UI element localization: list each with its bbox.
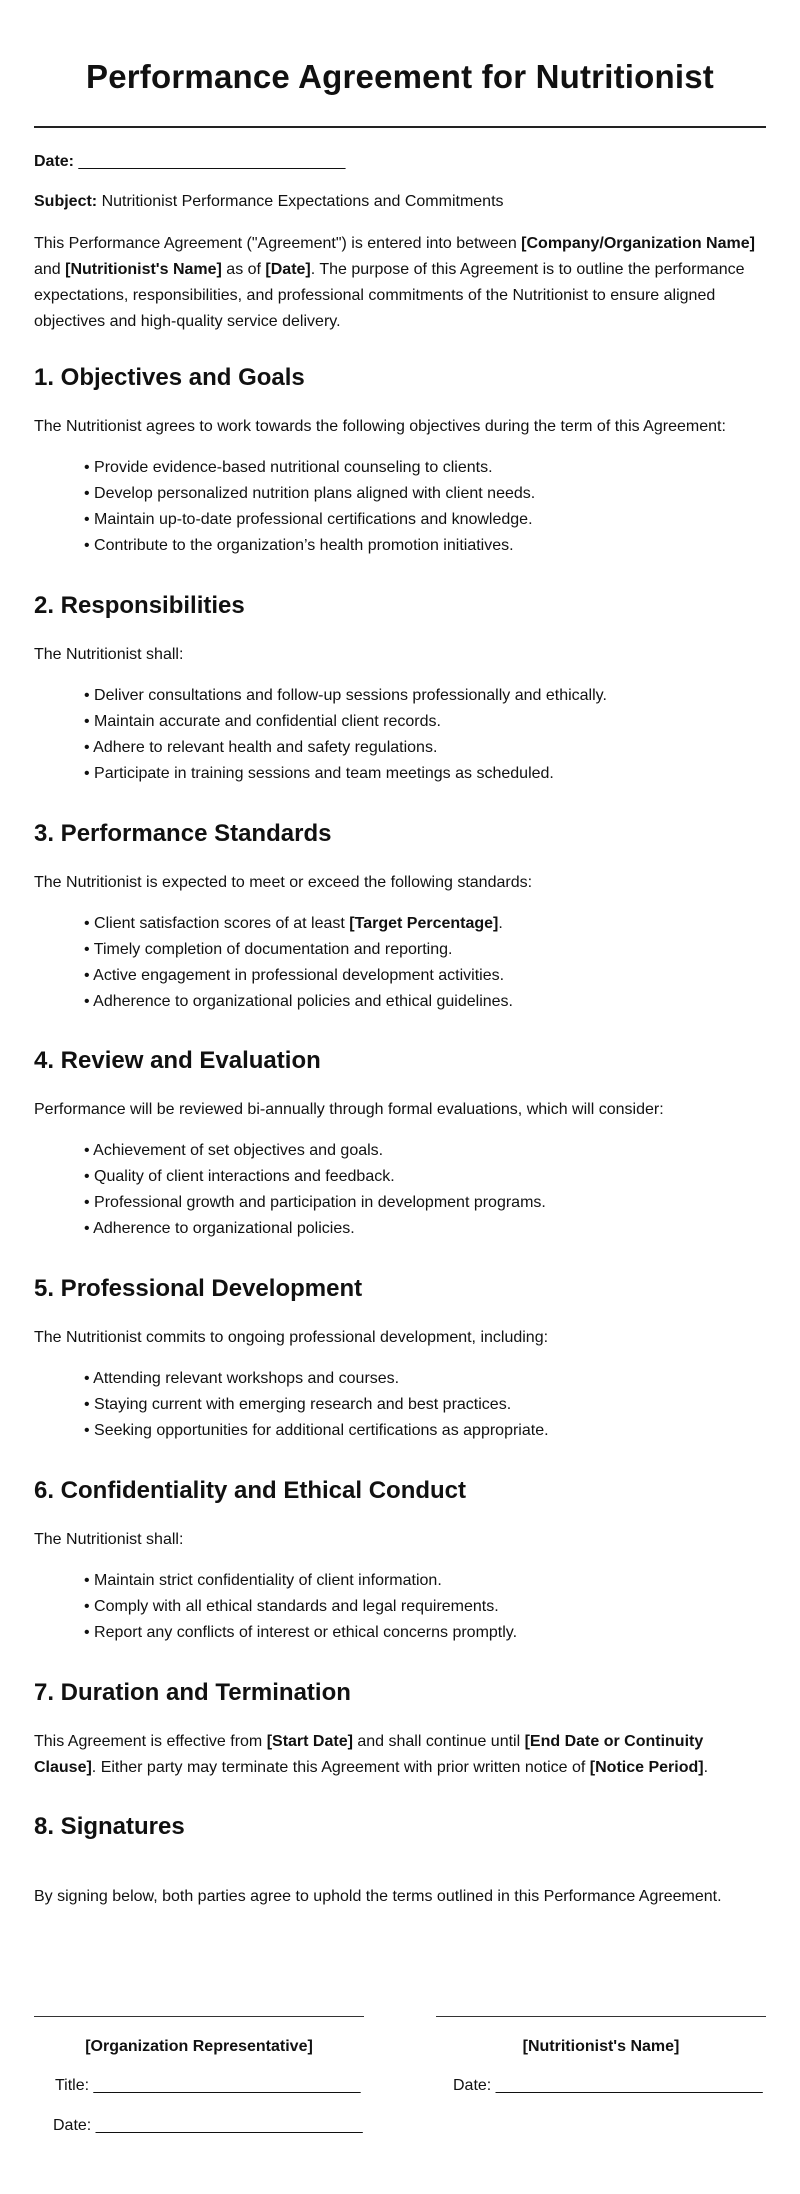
section-heading: 3. Performance Standards [34,820,332,847]
list-item: • Client satisfaction scores of at least [Target Percentage]. [84,915,503,932]
title-divider [34,126,766,128]
document-title: Performance Agreement for Nutritionist [86,58,714,95]
list-item: • Staying current with emerging research and best practices. [84,1396,512,1413]
list-item: • Adherence to organizational policies and ethical guidelines. [84,993,513,1010]
date-label: Date: [34,153,75,170]
list-item: • Quality of client interactions and feedback. [84,1168,395,1185]
nutritionist-name-label: [Nutritionist's Name] [522,2038,680,2055]
list-item: • Provide evidence-based nutritional counseling to clients. [84,459,493,476]
start-date-placeholder: [Start Date] [266,1733,353,1750]
date-line [34,150,345,174]
organization-representative-label: [Organization Representative] [85,2038,313,2055]
left-title-field: Title: ______________________________ [55,2077,361,2094]
list-item: • Contribute to the organization’s health promotion initiatives. [84,537,514,554]
list-item: • Professional growth and participation in development programs. [84,1194,546,1211]
section-heading: 2. Responsibilities [34,592,245,619]
list-item: • Adherence to organizational policies. [84,1220,355,1237]
section-lead: The Nutritionist is expected to meet or exceed the following standards: [34,874,533,891]
left-date-field: Date: ______________________________ [53,2117,363,2134]
list-item: • Achievement of set objectives and goals. [84,1142,384,1159]
intro-paragraph: This Performance Agreement ("Agreement") is entered into between [Company/Organization Name] and [Nutritionist's Name] as of [Date]. The purpose of this Agreement is to outline the performance expectations, responsibilities, and professional commitments of the Nutritionist to ensure aligned objectives and high-quality service delivery. [34,235,755,330]
confidentiality-list [84,1568,517,1646]
review-list [84,1138,546,1242]
list-item: • Deliver consultations and follow-up sessions professionally and ethically. [84,687,607,704]
signatures-lead: By signing below, both parties agree to uphold the terms outlined in this Performance Agreement. [34,1888,722,1905]
target-percentage-placeholder: [Target Percentage] [349,915,499,932]
date-placeholder: [Date] [265,261,311,278]
list-item: • Attending relevant workshops and courses. [84,1370,400,1387]
section-heading: 6. Confidentiality and Ethical Conduct [34,1477,467,1504]
signature-line-left [34,2016,364,2017]
list-item: • Timely completion of documentation and reporting. [84,941,453,958]
right-date-field: Date: ______________________________ [453,2077,763,2094]
list-item: • Seeking opportunities for additional certifications as appropriate. [84,1422,549,1439]
development-list [84,1366,549,1444]
section-lead: Performance will be reviewed bi-annually through formal evaluations, which will consider: [34,1101,664,1118]
list-item: • Maintain strict confidentiality of client information. [84,1572,442,1589]
subject-text: Nutritionist Performance Expectations and Commitments [97,193,504,210]
section-lead: The Nutritionist shall: [34,1531,184,1548]
section-lead: The Nutritionist shall: [34,646,184,663]
signature-line-right [436,2016,766,2017]
list-item: • Adhere to relevant health and safety regulations. [84,739,438,756]
list-item: • Active engagement in professional development activities. [84,967,505,984]
date-blank: ______________________________ [78,153,346,170]
list-item: • Comply with all ethical standards and legal requirements. [84,1598,499,1615]
section-heading: 7. Duration and Termination [34,1679,351,1706]
list-item: • Report any conflicts of interest or ethical concerns promptly. [84,1624,518,1641]
company-placeholder: [Company/Organization Name] [521,235,755,252]
list-item: • Participate in training sessions and team meetings as scheduled. [84,765,554,782]
objectives-list [84,455,535,559]
section-heading: 1. Objectives and Goals [34,364,305,391]
end-date-placeholder: [End Date or Continuity Clause] [34,1733,704,1776]
responsibilities-list [84,683,607,787]
nutritionist-placeholder: [Nutritionist's Name] [65,261,222,278]
list-item: • Develop personalized nutrition plans aligned with client needs. [84,485,536,502]
list-item: • Maintain accurate and confidential client records. [84,713,441,730]
subject-label: Subject: [34,193,98,210]
section-heading: 5. Professional Development [34,1275,363,1302]
section-heading: 4. Review and Evaluation [34,1047,321,1074]
duration-paragraph: This Agreement is effective from [Start Date] and shall continue until [End Date or Continuity Clause]. Either party may terminate this Agreement with prior written notice of [Notice Period]. [34,1733,709,1776]
subject-line [34,190,504,214]
standards-list [84,911,513,1015]
notice-period-placeholder: [Notice Period] [589,1759,704,1776]
list-item: • Maintain up-to-date professional certifications and knowledge. [84,511,533,528]
section-heading: 8. Signatures [34,1813,185,1840]
section-lead: The Nutritionist agrees to work towards the following objectives during the term of this Agreement: [34,418,726,435]
section-lead: The Nutritionist commits to ongoing professional development, including: [34,1329,549,1346]
